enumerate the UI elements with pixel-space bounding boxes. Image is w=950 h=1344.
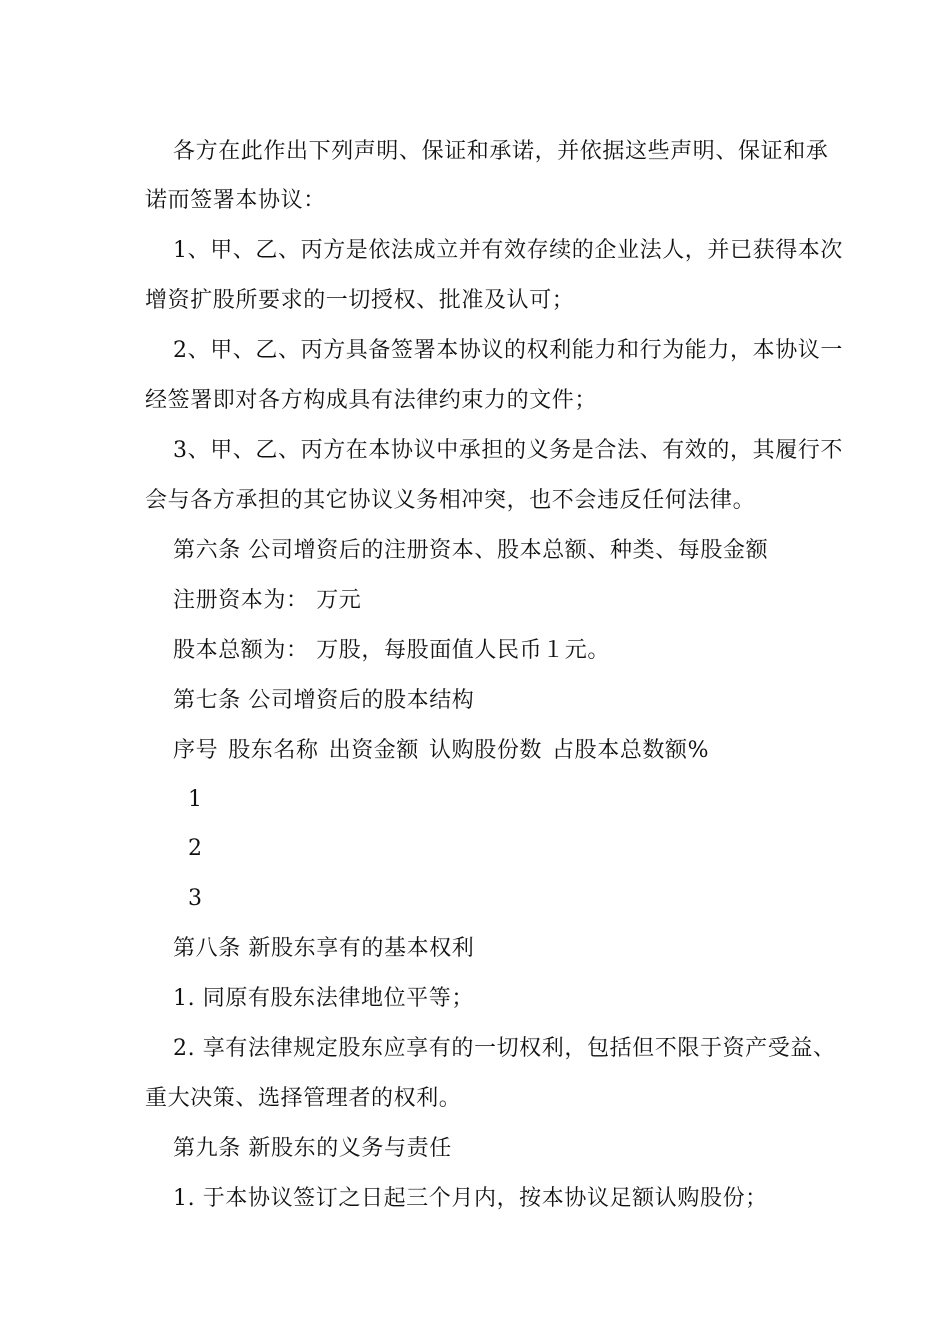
article-8-item-1: 1. 同原有股东法律地位平等；: [173, 986, 474, 1011]
paragraph-declaration-line-1: 各方在此作出下列声明、保证和承诺，并依据这些声明、保证和承: [173, 139, 829, 164]
clause-3-line-2: 会与各方承担的其它协议义务相冲突，也不会违反任何法律。: [145, 488, 756, 513]
article-9-item-1: 1. 于本协议签订之日起三个月内，按本协议足额认购股份；: [173, 1186, 768, 1211]
table-row-number: 2: [188, 836, 203, 861]
article-8-item-2-line-1: 2. 享有法律规定股东应享有的一切权利，包括但不限于资产受益、: [173, 1036, 836, 1061]
article-8-heading: 第八条 新股东享有的基本权利: [173, 936, 475, 961]
table-row-number: 1: [188, 787, 203, 812]
clause-2-line-2: 经签署即对各方构成具有法律约束力的文件；: [145, 388, 598, 413]
share-structure-table-header: [173, 736, 719, 766]
total-share-capital-line: 股本总额为： 万股，每股面值人民币１元。: [173, 638, 610, 663]
header-shareholder-name: 股东名称: [228, 738, 319, 763]
article-7-heading: 第七条 公司增资后的股本结构: [173, 688, 475, 713]
clause-1-line-2: 增资扩股所要求的一切授权、批准及认可；: [145, 288, 575, 313]
registered-capital-line: 注册资本为： 万元: [173, 588, 362, 613]
article-9-heading: 第九条 新股东的义务与责任: [173, 1136, 452, 1161]
article-6-heading: 第六条 公司增资后的注册资本、股本总额、种类、每股金额: [173, 538, 769, 563]
header-contribution-amount: 出资金额: [328, 738, 420, 763]
clause-3-line-1: 3、甲、乙、丙方在本协议中承担的义务是合法、有效的，其履行不: [173, 438, 843, 463]
table-row-number: 3: [188, 886, 203, 911]
header-subscribed-shares: 认购股份数: [429, 738, 543, 763]
header-share-percentage: 占股本总数额%: [552, 738, 710, 763]
clause-1-line-1: 1、甲、乙、丙方是依法成立并有效存续的企业法人，并已获得本次: [173, 238, 843, 263]
paragraph-declaration-line-2: 诺而签署本协议：: [145, 188, 326, 213]
header-serial-number: 序号: [173, 738, 219, 763]
article-8-item-2-line-2: 重大决策、选择管理者的权利。: [145, 1086, 462, 1111]
clause-2-line-1: 2、甲、乙、丙方具备签署本协议的权利能力和行为能力，本协议一: [173, 338, 843, 363]
